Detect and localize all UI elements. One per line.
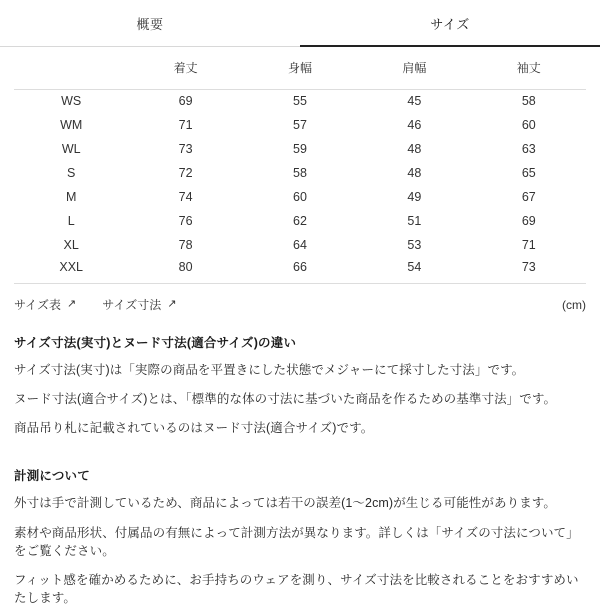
section-heading-difference: サイズ寸法(実寸)とヌード寸法(適合サイズ)の違い: [14, 336, 297, 350]
size-table-container: [0, 47, 600, 281]
cell-kitake: 76: [178, 214, 193, 228]
reference-links-row: [0, 284, 600, 323]
table-row: [14, 185, 586, 209]
cell-katahaba: 53: [407, 238, 422, 252]
cell-kitake: 72: [178, 166, 193, 180]
section-heading-measurement: 計測について: [14, 469, 90, 484]
column-header-katahaba: 肩幅: [357, 47, 471, 89]
cell-kitake: 71: [178, 118, 193, 132]
cell-sodetake: 73: [521, 260, 536, 274]
table-row: [14, 209, 586, 233]
paragraph-fit-advice: フィット感を確かめるために、お手持ちのウェアを測り、サイズ寸法を比較されることをおすすめいたします。: [14, 572, 579, 605]
table-row: [14, 257, 586, 281]
tab-size-label: サイズ: [430, 17, 470, 32]
table-row: [14, 137, 586, 161]
cell-sodetake: 65: [521, 166, 536, 180]
cell-kitake: 80: [178, 260, 193, 274]
table-header-row: [14, 47, 586, 89]
link-size-chart[interactable]: [14, 296, 76, 313]
cell-sodetake: 71: [521, 238, 536, 252]
link-size-measurements[interactable]: [102, 296, 176, 313]
section-spacer: [14, 448, 586, 460]
tab-size[interactable]: [300, 0, 600, 47]
cell-katahaba: 54: [407, 260, 422, 274]
paragraph-hangtag-note: 商品吊り札に記載されているのはヌード寸法(適合サイズ)です。: [14, 421, 374, 436]
external-link-arrow-icon: ↗: [67, 298, 77, 310]
tab-bar: [0, 0, 600, 47]
row-size-label: XL: [63, 238, 79, 252]
size-table: [14, 47, 586, 281]
size-description-content: [0, 323, 600, 607]
cell-mihaba: 62: [293, 214, 307, 228]
cell-kitake: 78: [178, 238, 193, 252]
row-size-label: S: [67, 166, 76, 180]
cell-sodetake: 69: [521, 214, 536, 228]
row-size-label: M: [65, 190, 77, 204]
cell-katahaba: 45: [407, 94, 422, 109]
cell-katahaba: 49: [407, 190, 422, 204]
column-header-mihaba: 身幅: [243, 47, 357, 89]
cell-mihaba: 60: [293, 190, 307, 204]
unit-note: (cm): [562, 297, 586, 312]
cell-katahaba: 48: [407, 166, 422, 180]
table-row: [14, 89, 586, 113]
cell-katahaba: 51: [407, 214, 422, 228]
cell-kitake: 73: [178, 142, 193, 156]
table-row: [14, 161, 586, 185]
cell-mihaba: 59: [293, 142, 307, 156]
cell-kitake: 74: [178, 190, 193, 204]
tab-overview-label: 概要: [136, 17, 164, 32]
column-header-sodetake: 袖丈: [472, 47, 586, 89]
link-size-chart-label: サイズ表: [14, 298, 62, 312]
table-row: [14, 233, 586, 257]
tab-overview[interactable]: [0, 0, 300, 47]
external-link-arrow-icon: ↗: [167, 298, 177, 310]
cell-sodetake: 58: [521, 94, 536, 109]
paragraph-actual-measurement: サイズ寸法(実寸)は「実際の商品を平置きにした状態でメジャーにて採寸した寸法」です。: [14, 363, 525, 377]
table-corner-header: [14, 47, 128, 89]
table-row: [14, 113, 586, 137]
cell-mihaba: 57: [293, 118, 307, 132]
row-size-label: XXL: [59, 260, 84, 274]
column-header-kitake: 着丈: [128, 47, 242, 89]
cell-mihaba: 58: [293, 166, 307, 180]
cell-mihaba: 64: [293, 238, 307, 252]
paragraph-nude-measurement: ヌード寸法(適合サイズ)とは、「標準的な体の寸法に基づいた商品を作るための基準寸法」です。: [14, 392, 557, 407]
size-table-body: [14, 89, 586, 281]
row-size-label: L: [67, 214, 75, 228]
row-size-label: WS: [61, 94, 82, 109]
row-size-label: WL: [61, 142, 81, 156]
row-size-label: WM: [60, 118, 83, 132]
cell-katahaba: 46: [407, 118, 422, 132]
cell-katahaba: 48: [407, 142, 422, 156]
cell-kitake: 69: [178, 94, 193, 109]
cell-mihaba: 55: [293, 94, 307, 109]
paragraph-tolerance: 外寸は手で計測しているため、商品によっては若干の誤差(1〜2cm)が生じる可能性があります。: [14, 496, 556, 511]
cell-sodetake: 60: [521, 118, 536, 132]
cell-mihaba: 66: [293, 260, 307, 274]
cell-sodetake: 67: [521, 190, 536, 204]
link-size-measurements-label: サイズ寸法: [102, 298, 162, 312]
size-table-header: [14, 47, 586, 89]
paragraph-method-varies: 素材や商品形状、付属品の有無によって計測方法が異なります。詳しくは「サイズの寸法について」をご覧ください。: [14, 525, 579, 558]
cell-sodetake: 63: [521, 142, 536, 156]
